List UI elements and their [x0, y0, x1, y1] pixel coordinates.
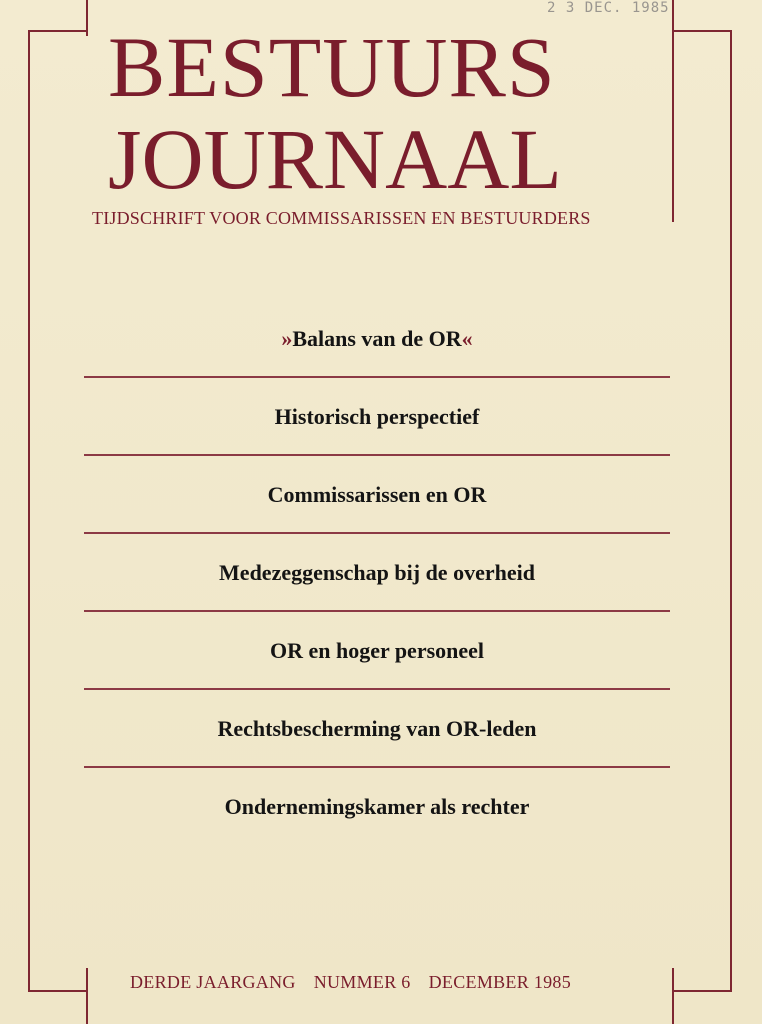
footer-volume: DERDE JAARGANG — [130, 972, 296, 992]
contents-item-title: Commissarissen en OR — [267, 482, 487, 507]
frame-left-horizontal — [28, 30, 88, 32]
frame-right-vertical — [730, 30, 732, 992]
frame-top-right-vertical — [672, 0, 674, 222]
contents-item-title — [281, 326, 472, 352]
contents-item — [84, 690, 670, 768]
contents-item-text: Balans van de OR — [292, 326, 462, 351]
close-quote: « — [461, 326, 473, 351]
contents-item — [84, 456, 670, 534]
contents-item — [84, 378, 670, 456]
contents-item — [84, 612, 670, 690]
contents-item-title: Medezeggenschap bij de overheid — [219, 560, 535, 585]
masthead-title-line2: JOURNAAL — [108, 111, 562, 207]
frame-bottom-right-vertical — [672, 968, 674, 1024]
frame-left-vertical — [28, 30, 30, 992]
frame-bottom-left-horizontal — [28, 990, 88, 992]
contents-item — [84, 300, 670, 378]
frame-bottom-right-horizontal — [672, 990, 732, 992]
footer-issue: NUMMER 6 — [313, 972, 411, 992]
contents-item — [84, 768, 670, 846]
issue-footer — [130, 972, 589, 993]
footer-date: DECEMBER 1985 — [428, 972, 572, 992]
masthead-title-line1: BESTUURS — [108, 19, 556, 115]
open-quote: » — [281, 326, 293, 351]
contents-item — [84, 534, 670, 612]
date-stamp: 2 3 DEC. 1985 — [547, 0, 670, 16]
frame-right-horizontal — [672, 30, 732, 32]
contents-item-title: Rechtsbescherming van OR-leden — [217, 716, 537, 741]
contents-item-title: Ondernemingskamer als rechter — [224, 794, 530, 819]
frame-bottom-left-vertical — [86, 968, 88, 1024]
contents-item-title: OR en hoger personeel — [269, 638, 485, 663]
contents-list — [84, 300, 670, 846]
masthead-subtitle: TIJDSCHRIFT VOOR COMMISSARISSEN EN BESTUURDERS — [92, 208, 591, 228]
contents-item-title: Historisch perspectief — [274, 404, 480, 429]
